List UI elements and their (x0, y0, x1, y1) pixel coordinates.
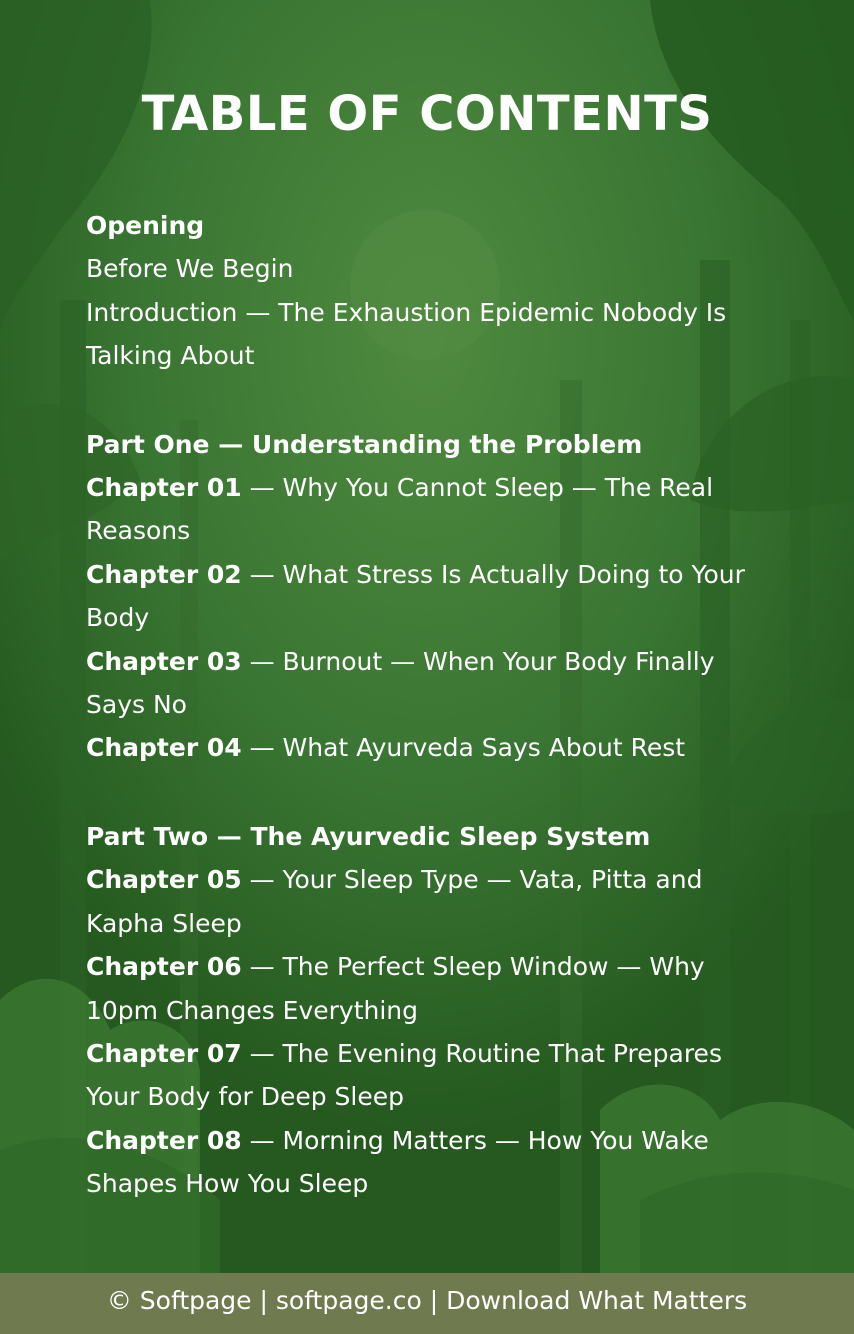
chapter-label: Chapter 06 (86, 952, 242, 982)
chapter-label: Chapter 04 (86, 733, 242, 763)
toc-entry (86, 858, 776, 945)
entry-text: — Burnout — When Your Body Finally Says No (86, 646, 715, 720)
toc-list (86, 204, 776, 1251)
chapter-label: Chapter 08 (86, 1125, 242, 1155)
section-heading: Part Two — The Ayurvedic Sleep System (86, 821, 651, 851)
page-title: TABLE OF CONTENTS (141, 86, 713, 142)
entry-text: — Morning Matters — How You Wake Shapes How You Sleep (86, 1125, 709, 1199)
entry-text: — Why You Cannot Sleep — The Real Reasons (86, 473, 714, 546)
footer-text: © Softpage | softpage.co | Download What Matters (106, 1286, 748, 1315)
toc-entry (86, 466, 776, 553)
toc-section-part-two (86, 815, 776, 1206)
toc-entry (86, 726, 776, 769)
section-heading: Opening (86, 211, 205, 240)
section-heading: Part One — Understanding the Problem (86, 429, 643, 459)
toc-entry (86, 1119, 776, 1206)
entry-text: — The Evening Routine That Prepares Your Body for Deep Sleep (86, 1038, 722, 1112)
toc-entry (86, 1032, 776, 1119)
entry-text: Introduction — The Exhaustion Epidemic Nobody Is Talking About (86, 297, 727, 371)
entry-text: — The Perfect Sleep Window — Why 10pm Changes Everything (86, 952, 705, 1025)
entry-text: — Your Sleep Type — Vata, Pitta and Kapha Sleep (86, 865, 703, 938)
chapter-label: Chapter 02 (86, 559, 242, 589)
toc-entry (86, 291, 776, 378)
entry-text: — What Stress Is Actually Doing to Your Body (86, 559, 745, 633)
chapter-label: Chapter 07 (86, 1038, 242, 1068)
toc-entry (86, 247, 776, 290)
chapter-label: Chapter 05 (86, 865, 242, 895)
chapter-label: Chapter 01 (86, 473, 242, 503)
footer-bar (0, 1273, 854, 1334)
toc-section-opening (86, 204, 776, 378)
entry-text: Before We Begin (86, 254, 294, 284)
toc-entry (86, 640, 776, 727)
toc-entry (86, 553, 776, 640)
toc-entry (86, 945, 776, 1032)
toc-section-part-one (86, 423, 776, 770)
entry-text: — What Ayurveda Says About Rest (241, 733, 686, 763)
chapter-label: Chapter 03 (86, 646, 242, 676)
